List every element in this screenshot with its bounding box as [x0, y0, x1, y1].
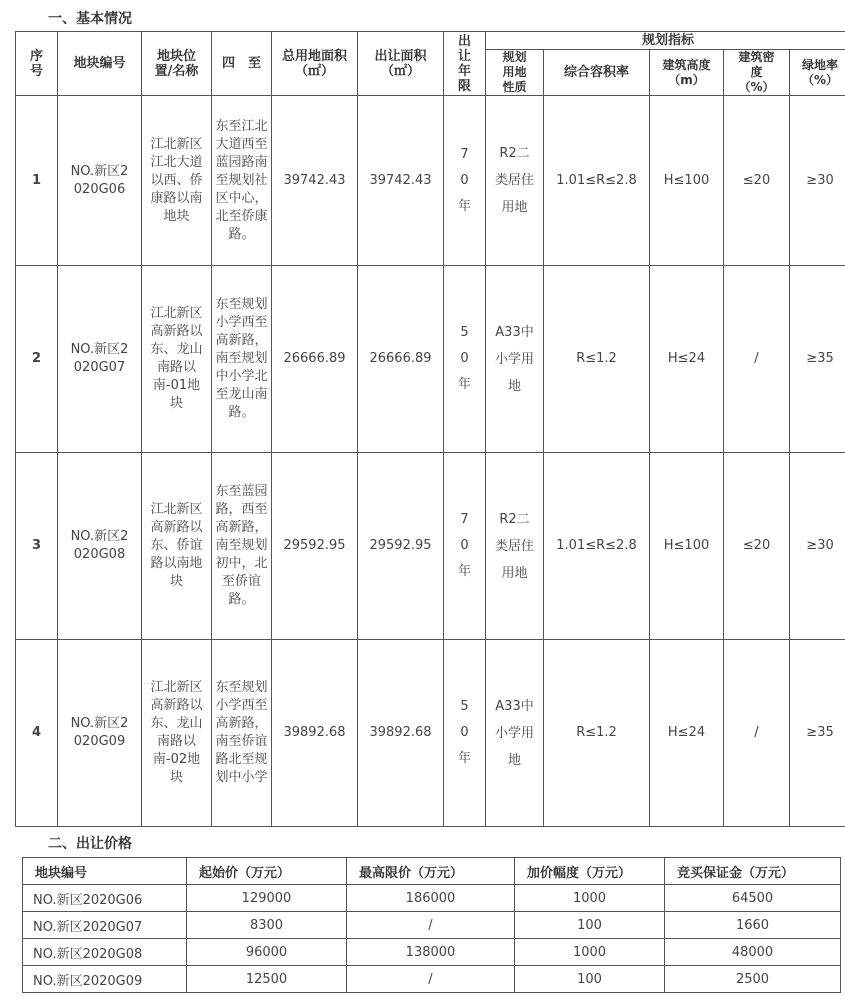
cell-code: NO.新区2020G08: [58, 453, 142, 640]
price-cell-start: 12500: [187, 966, 347, 993]
price-cell-code: NO.新区2020G07: [23, 912, 187, 939]
cell-use: A33中小学用地: [486, 266, 544, 453]
price-header-start: 起始价（万元）: [187, 858, 347, 885]
cell-sale-area: 29592.95: [358, 453, 444, 640]
table-row: [23, 966, 841, 993]
cell-bounds: 东至规划小学西至高新路，南至规划中小学北至龙山南路。: [212, 266, 272, 453]
header-planning: 规划指标: [486, 32, 845, 50]
price-cell-max: /: [347, 912, 515, 939]
header-location: 地块位置/名称: [142, 32, 212, 96]
price-cell-start: 8300: [187, 912, 347, 939]
price-header-code: 地块编号: [23, 858, 187, 885]
cell-total-area: 29592.95: [272, 453, 358, 640]
cell-height: H≤100: [650, 96, 724, 266]
header-term: 出让年限: [444, 32, 486, 96]
cell-code: NO.新区2020G07: [58, 266, 142, 453]
cell-code: NO.新区2020G06: [58, 96, 142, 266]
cell-height: H≤100: [650, 453, 724, 640]
table-row: [23, 939, 841, 966]
table-row: [16, 453, 845, 640]
cell-density: /: [724, 640, 790, 827]
price-cell-step: 1000: [515, 939, 665, 966]
table-row: [16, 96, 845, 266]
cell-total-area: 39742.43: [272, 96, 358, 266]
header-use: 规划用地性质: [486, 50, 544, 96]
cell-total-area: 26666.89: [272, 266, 358, 453]
cell-green: ≥35: [790, 640, 845, 827]
cell-seq: 3: [16, 453, 58, 640]
header-seq: 序号: [16, 32, 58, 96]
cell-bounds: 东至江北大道西至蓝园路南至规划社区中心，北至侨康路。: [212, 96, 272, 266]
section-title-basic-info: 一、基本情况: [48, 11, 132, 27]
price-header-deposit: 竞买保证金（万元）: [665, 858, 841, 885]
cell-density: /: [724, 266, 790, 453]
cell-far: R≤1.2: [544, 640, 650, 827]
cell-location: 江北新区高新路以东、龙山南路以南-01地块: [142, 266, 212, 453]
header-green: 绿地率（%）: [790, 50, 845, 96]
header-sale-area: 出让面积（㎡）: [358, 32, 444, 96]
cell-seq: 1: [16, 96, 58, 266]
cell-height: H≤24: [650, 266, 724, 453]
price-table: [22, 857, 841, 993]
header-code: 地块编号: [58, 32, 142, 96]
cell-term: 50年: [444, 640, 486, 827]
price-header-step: 加价幅度（万元）: [515, 858, 665, 885]
cell-term: 50年: [444, 266, 486, 453]
basic-info-table: [15, 31, 845, 827]
table-row: [16, 640, 845, 827]
cell-location: 江北新区江北大道以西、侨康路以南地块: [142, 96, 212, 266]
price-cell-max: 186000: [347, 885, 515, 912]
cell-location: 江北新区高新路以东、侨谊路以南地块: [142, 453, 212, 640]
cell-green: ≥30: [790, 453, 845, 640]
cell-use: R2二类居住用地: [486, 96, 544, 266]
cell-sale-area: 39892.68: [358, 640, 444, 827]
price-cell-code: NO.新区2020G06: [23, 885, 187, 912]
price-cell-start: 96000: [187, 939, 347, 966]
cell-sale-area: 39742.43: [358, 96, 444, 266]
cell-density: ≤20: [724, 96, 790, 266]
cell-far: R≤1.2: [544, 266, 650, 453]
cell-total-area: 39892.68: [272, 640, 358, 827]
cell-green: ≥35: [790, 266, 845, 453]
price-cell-code: NO.新区2020G08: [23, 939, 187, 966]
cell-green: ≥30: [790, 96, 845, 266]
header-bounds: 四 至: [212, 32, 272, 96]
cell-location: 江北新区高新路以东、龙山南路以南-02地块: [142, 640, 212, 827]
price-cell-deposit: 48000: [665, 939, 841, 966]
price-cell-start: 129000: [187, 885, 347, 912]
header-height: 建筑高度（m）: [650, 50, 724, 96]
cell-far: 1.01≤R≤2.8: [544, 453, 650, 640]
cell-term: 70年: [444, 453, 486, 640]
price-cell-step: 1000: [515, 885, 665, 912]
table-row: [23, 885, 841, 912]
cell-use: R2二类居住用地: [486, 453, 544, 640]
price-cell-deposit: 2500: [665, 966, 841, 993]
cell-use: A33中小学用地: [486, 640, 544, 827]
price-cell-code: NO.新区2020G09: [23, 966, 187, 993]
price-header-max: 最高限价（万元）: [347, 858, 515, 885]
cell-density: ≤20: [724, 453, 790, 640]
cell-bounds: 东至蓝园路，西至高新路，南至规划初中，北至侨谊路。: [212, 453, 272, 640]
header-total-area: 总用地面积（㎡）: [272, 32, 358, 96]
table-row: [16, 266, 845, 453]
cell-height: H≤24: [650, 640, 724, 827]
cell-term: 70年: [444, 96, 486, 266]
cell-seq: 4: [16, 640, 58, 827]
section-title-price: 二、出让价格: [48, 836, 132, 852]
price-cell-step: 100: [515, 966, 665, 993]
price-cell-step: 100: [515, 912, 665, 939]
cell-far: 1.01≤R≤2.8: [544, 96, 650, 266]
header-far: 综合容积率: [544, 50, 650, 96]
cell-bounds: 东至规划小学西至高新路，南至侨谊路北至规划中小学: [212, 640, 272, 827]
table-row: [23, 912, 841, 939]
price-cell-max: 138000: [347, 939, 515, 966]
cell-seq: 2: [16, 266, 58, 453]
cell-sale-area: 26666.89: [358, 266, 444, 453]
price-cell-deposit: 64500: [665, 885, 841, 912]
header-density: 建筑密度（%）: [724, 50, 790, 96]
price-cell-max: /: [347, 966, 515, 993]
price-cell-deposit: 1660: [665, 912, 841, 939]
cell-code: NO.新区2020G09: [58, 640, 142, 827]
